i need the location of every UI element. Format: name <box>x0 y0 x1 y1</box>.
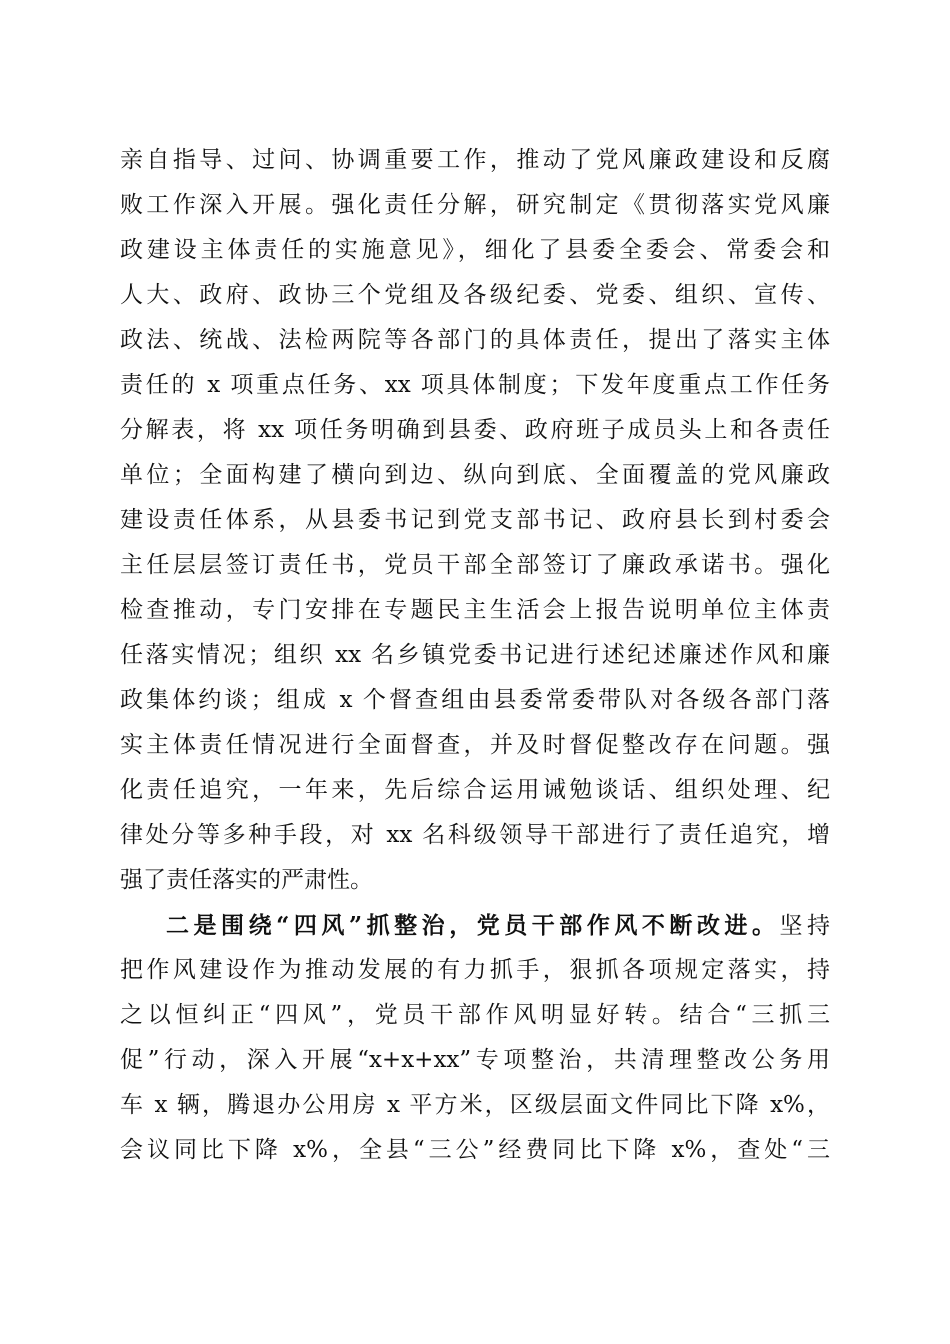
paragraph-1-line: 败工作深入开展。强化责任分解，研究制定《贯彻落实党风廉 <box>120 192 830 218</box>
paragraph-1-line: 亲自指导、过问、协调重要工作，推动了党风廉政建设和反腐 <box>120 147 830 173</box>
paragraph-2-line: 会议同比下降 x%，全县“三公”经费同比下降 x%，查处“三 <box>120 1137 830 1163</box>
paragraph-2-first-line-rest: 坚持 <box>779 913 830 939</box>
paragraph-1-line: 分解表，将 xx 项任务明确到县委、政府班子成员头上和各责任 <box>120 417 830 443</box>
paragraph-1-line: 实主体责任情况进行全面督查，并及时督促整改存在问题。强 <box>120 732 830 758</box>
paragraph-1-line: 强了责任落实的严肃性。 <box>120 867 373 893</box>
paragraph-1-line: 政法、统战、法检两院等各部门的具体责任，提出了落实主体 <box>120 327 830 353</box>
paragraph-1-line: 主任层层签订责任书，党员干部全部签订了廉政承诺书。强化 <box>120 552 830 578</box>
paragraph-1-line: 责任的 x 项重点任务、xx 项具体制度；下发年度重点工作任务 <box>120 372 830 398</box>
paragraph-1-line: 单位；全面构建了横向到边、纵向到底、全面覆盖的党风廉政 <box>120 462 830 488</box>
paragraph-2-line: 促”行动，深入开展“x+x+xx”专项整治，共清理整改公务用 <box>120 1047 830 1073</box>
paragraph-2-first-line <box>120 903 830 948</box>
body-text <box>120 138 830 1173</box>
paragraph-2-line: 把作风建设作为推动发展的有力抓手，狠抓各项规定落实，持 <box>120 957 830 983</box>
paragraph-2-line: 之以恒纠正“四风”，党员干部作风明显好转。结合“三抓三 <box>120 1002 830 1028</box>
paragraph-2-line: 车 x 辆，腾退办公用房 x 平方米，区级层面文件同比下降 x%， <box>120 1092 830 1118</box>
paragraph-1-line: 律处分等多种手段，对 xx 名科级领导干部进行了责任追究，增 <box>120 822 830 848</box>
paragraph-1-line: 建设责任体系，从县委书记到党支部书记、政府县长到村委会 <box>120 507 830 533</box>
paragraph-1-line: 任落实情况；组织 xx 名乡镇党委书记进行述纪述廉述作风和廉 <box>120 642 830 668</box>
paragraph-1-line: 政集体约谈；组成 x 个督查组由县委常委带队对各级各部门落 <box>120 687 830 713</box>
paragraph-1-line: 政建设主体责任的实施意见》，细化了县委全委会、常委会和 <box>120 237 830 263</box>
paragraph-1-line: 检查推动，专门安排在专题民主生活会上报告说明单位主体责 <box>120 597 830 623</box>
paragraph-1-line: 人大、政府、政协三个党组及各级纪委、党委、组织、宣传、 <box>120 282 830 308</box>
paragraph-1-line: 化责任追究，一年来，先后综合运用诫勉谈话、组织处理、纪 <box>120 777 830 803</box>
paragraph-2-heading: 二是围绕“四风”抓整治，党员干部作风不断改进。 <box>166 912 780 939</box>
